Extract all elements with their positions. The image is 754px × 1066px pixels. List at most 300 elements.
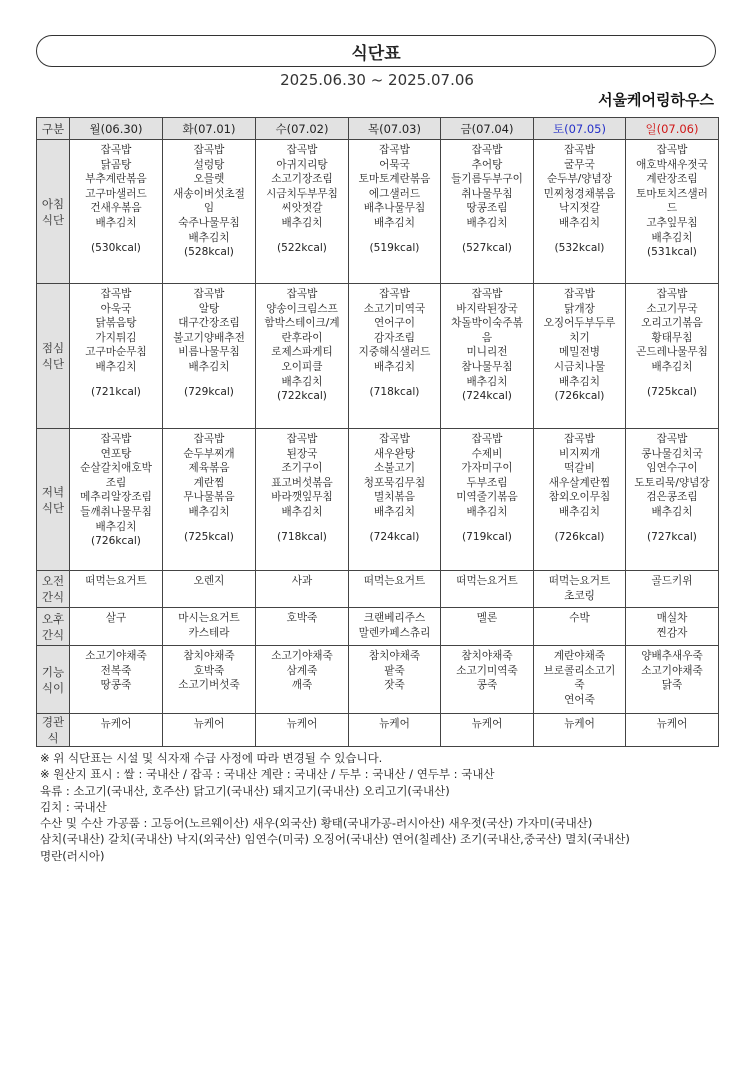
day-header: 화(07.01) bbox=[163, 118, 256, 140]
menu-item: 알탕 bbox=[198, 302, 220, 315]
menu-table-body bbox=[37, 140, 719, 747]
menu-cell bbox=[256, 284, 349, 429]
menu-cell bbox=[534, 140, 626, 284]
menu-item: 잡곡밥 bbox=[564, 288, 595, 300]
calorie-value: (725kcal) bbox=[647, 385, 697, 398]
row-label-line: 간식 bbox=[41, 590, 65, 604]
menu-item: 소불고기 bbox=[374, 462, 415, 475]
day-header: 수(07.02) bbox=[256, 118, 349, 140]
menu-item: 새우살계란찜 bbox=[548, 476, 611, 489]
calorie-value: (522kcal) bbox=[277, 241, 327, 254]
menu-table bbox=[36, 117, 719, 747]
note-line: ※ 원산지 표시 : 쌀 : 국내산 / 잡곡 : 국내산 계란 : 국내산 / 두부 : 국내산 / 연두부 : 국내산 bbox=[40, 767, 495, 782]
menu-item: 굴무국 bbox=[564, 158, 595, 171]
menu-item: 배추김치 bbox=[651, 505, 693, 518]
menu-item: 들기름두부구이 bbox=[451, 173, 523, 186]
menu-item: 크랜베리주스 bbox=[363, 612, 426, 624]
menu-cell bbox=[626, 714, 719, 747]
menu-item: 소고기무국 bbox=[646, 302, 698, 315]
menu-row bbox=[37, 429, 719, 571]
menu-item: 닭개장 bbox=[564, 302, 595, 315]
menu-item: 지중해식샐러드 bbox=[358, 346, 431, 359]
menu-item: 오징어두부두루 bbox=[543, 317, 616, 330]
row-label-line: 식단 bbox=[41, 212, 65, 227]
menu-cell bbox=[534, 284, 626, 429]
row-label bbox=[37, 646, 70, 714]
menu-item: 오리고기볶음 bbox=[641, 317, 703, 330]
calorie-value: (531kcal) bbox=[647, 246, 697, 259]
day-header: 일(07.06) bbox=[626, 118, 719, 140]
menu-item: 애호박새우젓국 bbox=[636, 158, 708, 171]
menu-cell bbox=[441, 646, 534, 714]
menu-row bbox=[37, 571, 719, 608]
menu-item: 배추김치 bbox=[466, 216, 508, 229]
menu-item: 참치야채죽 bbox=[461, 650, 513, 662]
header-row bbox=[37, 118, 719, 140]
row-label bbox=[37, 714, 70, 747]
note-line: 육류 : 소고기(국내산, 호주산) 닭고기(국내산) 돼지고기(국내산) 오리고기(국내산) bbox=[40, 783, 450, 798]
menu-cell bbox=[256, 140, 349, 284]
calorie-value: (718kcal) bbox=[369, 385, 420, 398]
menu-item: 찐감자 bbox=[656, 626, 688, 639]
menu-item: 미니리전 bbox=[466, 346, 508, 359]
menu-item: 잡곡밥 bbox=[564, 144, 595, 156]
menu-cell bbox=[256, 608, 349, 646]
note-line: 삼치(국내산) 갈치(국내산) 낙지(외국산) 임연수(미국) 오징어(국내산) 연어(칠레산) 조기(국내산,중국산) 멸치(국내산) bbox=[40, 832, 630, 847]
menu-cell bbox=[626, 608, 719, 646]
menu-item: 들깨취나물무침 bbox=[80, 505, 152, 518]
menu-item: 닭볶음탕 bbox=[95, 317, 137, 330]
menu-item: 낙지젓갈 bbox=[559, 202, 600, 215]
menu-item: 배추김치 bbox=[188, 231, 230, 244]
menu-item: 양송이크림스프 bbox=[266, 302, 338, 315]
menu-item: 잡곡밥 bbox=[471, 433, 503, 445]
menu-item: 잡곡밥 bbox=[100, 288, 132, 300]
menu-item: 씨앗젓갈 bbox=[281, 202, 323, 215]
menu-item: 잡곡밥 bbox=[286, 144, 318, 156]
menu-item: 조림 bbox=[105, 476, 127, 489]
menu-item: 감자조림 bbox=[374, 331, 415, 344]
menu-item: 뉴케어 bbox=[379, 718, 410, 730]
calorie-value: (726kcal) bbox=[554, 390, 605, 403]
title-box bbox=[36, 35, 716, 67]
menu-item: 떡갈비 bbox=[564, 462, 595, 475]
menu-item: 배추김치 bbox=[374, 360, 415, 373]
day-header: 토(07.05) bbox=[534, 118, 626, 140]
menu-cell bbox=[441, 714, 534, 747]
menu-row bbox=[37, 284, 719, 429]
menu-cell bbox=[256, 429, 349, 571]
note-line: 김치 : 국내산 bbox=[40, 799, 107, 814]
day-header: 금(07.04) bbox=[441, 118, 534, 140]
menu-item: 죽 bbox=[574, 679, 585, 692]
menu-item: 오이피클 bbox=[281, 360, 323, 373]
menu-item: 연어죽 bbox=[564, 693, 595, 706]
menu-cell bbox=[441, 284, 534, 429]
menu-cell bbox=[349, 140, 441, 284]
row-label-line: 식이 bbox=[41, 680, 65, 695]
menu-cell bbox=[70, 140, 163, 284]
menu-item: 배추김치 bbox=[374, 505, 415, 518]
menu-cell bbox=[349, 608, 441, 646]
menu-item: 떠먹는요거트 bbox=[85, 575, 147, 587]
menu-item: 잡곡밥 bbox=[100, 433, 132, 445]
menu-item: 곤드레나물무침 bbox=[636, 346, 708, 359]
menu-item: 멜론 bbox=[476, 612, 498, 624]
menu-item: 마시는요거트 bbox=[178, 612, 240, 624]
menu-item: 바라깻잎무침 bbox=[271, 491, 333, 504]
page-title: 식단표 bbox=[351, 43, 401, 64]
menu-item: 계란장조림 bbox=[646, 173, 698, 186]
calorie-value: (530kcal) bbox=[91, 241, 141, 254]
menu-item: 된장국 bbox=[286, 447, 318, 460]
menu-cell bbox=[163, 608, 256, 646]
calorie-value: (722kcal) bbox=[277, 390, 327, 403]
menu-item: 수제비 bbox=[471, 447, 503, 460]
menu-item: 함박스테이크/계 bbox=[264, 317, 340, 330]
menu-item: 순살갈치애호박 bbox=[80, 462, 152, 475]
menu-item: 호박죽 bbox=[286, 612, 318, 624]
menu-item: 순두부/양념장 bbox=[547, 173, 612, 186]
row-label-line: 식 bbox=[47, 731, 59, 745]
menu-item: 잡곡밥 bbox=[656, 433, 688, 445]
menu-cell bbox=[534, 429, 626, 571]
menu-cell bbox=[349, 429, 441, 571]
menu-row bbox=[37, 646, 719, 714]
menu-item: 란후라이 bbox=[281, 331, 323, 344]
menu-item: 배추김치 bbox=[95, 520, 137, 533]
row-label bbox=[37, 140, 70, 284]
menu-cell bbox=[626, 646, 719, 714]
menu-cell bbox=[349, 571, 441, 608]
menu-item: 소고기야채죽 bbox=[271, 650, 333, 662]
menu-item: 카스테라 bbox=[188, 626, 230, 639]
row-label bbox=[37, 284, 70, 429]
row-label bbox=[37, 571, 70, 608]
menu-item: 에그샐러드 bbox=[368, 187, 421, 200]
menu-item: 가지튀김 bbox=[95, 331, 137, 344]
menu-item: 뉴케어 bbox=[564, 718, 595, 730]
menu-item: 소고기미역국 bbox=[363, 302, 426, 315]
menu-item: 삼계죽 bbox=[286, 664, 318, 677]
menu-item: 추어탕 bbox=[471, 158, 503, 171]
row-label bbox=[37, 608, 70, 646]
menu-item: 임 bbox=[203, 202, 215, 215]
menu-item: 참치야채죽 bbox=[183, 650, 235, 662]
menu-cell bbox=[349, 284, 441, 429]
menu-item: 차돌박이숙주볶 bbox=[451, 317, 523, 330]
menu-item: 호박죽 bbox=[193, 664, 225, 677]
day-header: 목(07.03) bbox=[349, 118, 441, 140]
menu-item: 배추김치 bbox=[95, 360, 137, 373]
menu-cell bbox=[70, 714, 163, 747]
menu-cell bbox=[163, 140, 256, 284]
menu-item: 땅콩죽 bbox=[100, 679, 132, 692]
calorie-value: (527kcal) bbox=[462, 241, 512, 254]
menu-item: 청포묵김무침 bbox=[363, 476, 426, 489]
row-label-line: 식단 bbox=[41, 500, 65, 515]
menu-item: 계란찜 bbox=[193, 476, 225, 489]
menu-cell bbox=[349, 646, 441, 714]
menu-cell bbox=[534, 646, 626, 714]
menu-item: 비름나물무침 bbox=[178, 346, 240, 359]
menu-item: 닭곰탕 bbox=[100, 158, 132, 171]
menu-item: 배추김치 bbox=[95, 216, 137, 229]
menu-cell bbox=[534, 714, 626, 747]
menu-cell bbox=[163, 284, 256, 429]
menu-item: 메밀전병 bbox=[559, 346, 600, 359]
menu-item: 숙주나물무침 bbox=[178, 216, 240, 229]
menu-item: 사과 bbox=[291, 575, 313, 587]
menu-item: 새송이버섯초절 bbox=[173, 187, 245, 200]
menu-item: 배추김치 bbox=[188, 360, 230, 373]
calorie-value: (721kcal) bbox=[91, 385, 141, 398]
menu-item: 연어구이 bbox=[374, 317, 415, 330]
menu-item: 브로콜리소고기 bbox=[543, 664, 616, 677]
menu-item: 참치야채죽 bbox=[368, 650, 421, 662]
menu-item: 배추김치 bbox=[281, 375, 323, 388]
menu-item: 어묵국 bbox=[379, 158, 410, 171]
menu-item: 배추김치 bbox=[374, 216, 415, 229]
menu-item: 떠먹는요거트 bbox=[548, 575, 611, 587]
menu-item: 배추김치 bbox=[559, 375, 600, 388]
row-label-line: 저녁 bbox=[41, 484, 65, 499]
calorie-value: (729kcal) bbox=[184, 385, 234, 398]
menu-item: 전복죽 bbox=[100, 664, 132, 677]
menu-item: 잣죽 bbox=[384, 679, 405, 692]
menu-item: 배추김치 bbox=[281, 505, 323, 518]
menu-item: 드 bbox=[666, 202, 678, 215]
menu-cell bbox=[626, 571, 719, 608]
calorie-value: (726kcal) bbox=[554, 530, 605, 543]
menu-cell bbox=[256, 714, 349, 747]
menu-item: 깨죽 bbox=[291, 679, 313, 692]
menu-item: 설렁탕 bbox=[193, 158, 225, 171]
menu-item: 아귀지리탕 bbox=[276, 158, 328, 171]
menu-item: 가자미구이 bbox=[461, 462, 513, 475]
menu-item: 잡곡밥 bbox=[286, 288, 318, 300]
calorie-value: (718kcal) bbox=[277, 530, 327, 543]
menu-item: 배추김치 bbox=[651, 360, 693, 373]
menu-item: 음 bbox=[481, 331, 493, 344]
menu-item: 연포탕 bbox=[100, 447, 132, 460]
menu-cell bbox=[70, 571, 163, 608]
menu-cell bbox=[626, 284, 719, 429]
menu-cell bbox=[163, 714, 256, 747]
menu-item: 미역줄기볶음 bbox=[456, 491, 518, 504]
menu-item: 잡곡밥 bbox=[379, 288, 410, 300]
menu-item: 소고기버섯죽 bbox=[178, 679, 240, 692]
row-label bbox=[37, 429, 70, 571]
menu-item: 계란야채죽 bbox=[553, 650, 606, 662]
menu-item: 말렌카페스츄리 bbox=[358, 626, 431, 639]
menu-cell bbox=[441, 429, 534, 571]
menu-item: 메추리알장조림 bbox=[80, 491, 152, 504]
menu-cell bbox=[163, 429, 256, 571]
menu-item: 불고기양배추전 bbox=[173, 331, 245, 344]
menu-item: 콩나물김치국 bbox=[641, 447, 703, 460]
note-line: ※ 위 식단표는 시설 및 식자재 수급 사정에 따라 변경될 수 있습니다. bbox=[40, 751, 383, 765]
menu-item: 떠먹는요거트 bbox=[456, 575, 518, 587]
calorie-value: (519kcal) bbox=[369, 241, 420, 254]
menu-item: 수박 bbox=[569, 612, 590, 624]
menu-item: 토마토치즈샐러 bbox=[636, 187, 708, 200]
menu-item: 새우완탕 bbox=[374, 447, 415, 460]
menu-item: 콩죽 bbox=[476, 679, 498, 692]
menu-item: 잡곡밥 bbox=[193, 433, 225, 445]
menu-cell bbox=[256, 646, 349, 714]
menu-cell bbox=[534, 608, 626, 646]
menu-item: 배추나물무침 bbox=[363, 202, 426, 215]
menu-item: 순두부찌개 bbox=[183, 447, 235, 460]
menu-item: 시금치두부무침 bbox=[266, 187, 338, 200]
menu-item: 배추김치 bbox=[559, 216, 600, 229]
menu-item: 고추잎무침 bbox=[646, 216, 698, 229]
menu-item: 두부조림 bbox=[466, 476, 508, 489]
calorie-value: (726kcal) bbox=[91, 535, 141, 548]
row-label-line: 경관 bbox=[41, 715, 65, 729]
menu-item: 아욱국 bbox=[100, 302, 132, 315]
menu-item: 잡곡밥 bbox=[564, 433, 595, 445]
menu-item: 잡곡밥 bbox=[379, 433, 410, 445]
menu-item: 로제스파게티 bbox=[271, 346, 333, 359]
menu-row bbox=[37, 140, 719, 284]
menu-cell bbox=[163, 646, 256, 714]
menu-item: 잡곡밥 bbox=[379, 144, 410, 156]
menu-item: 잡곡밥 bbox=[656, 288, 688, 300]
menu-item: 부추계란볶음 bbox=[85, 173, 147, 186]
row-label-line: 간식 bbox=[41, 627, 65, 642]
menu-item: 잡곡밥 bbox=[193, 144, 225, 156]
menu-item: 땅콩조림 bbox=[466, 202, 508, 215]
menu-item: 비지찌개 bbox=[559, 447, 600, 460]
calorie-value: (727kcal) bbox=[647, 530, 697, 543]
menu-item: 바지락된장국 bbox=[456, 302, 518, 315]
menu-cell bbox=[163, 571, 256, 608]
menu-item: 소고기야채죽 bbox=[641, 664, 703, 677]
menu-item: 소고기야채죽 bbox=[85, 650, 147, 662]
calorie-value: (724kcal) bbox=[462, 390, 512, 403]
menu-cell bbox=[349, 714, 441, 747]
menu-cell bbox=[441, 140, 534, 284]
menu-item: 양배추새우죽 bbox=[641, 650, 703, 662]
menu-item: 잡곡밥 bbox=[471, 288, 503, 300]
note-line: 명란(러시아) bbox=[40, 848, 105, 863]
menu-item: 배추김치 bbox=[188, 505, 230, 518]
row-label-line: 오후 bbox=[41, 611, 65, 626]
menu-item: 뉴케어 bbox=[100, 718, 132, 730]
menu-cell bbox=[441, 571, 534, 608]
menu-item: 닭죽 bbox=[661, 679, 683, 692]
menu-table-head bbox=[37, 118, 719, 140]
menu-cell bbox=[70, 429, 163, 571]
menu-item: 뉴케어 bbox=[286, 718, 318, 730]
menu-item: 토마토계란볶음 bbox=[358, 173, 431, 186]
row-label-line: 오전 bbox=[41, 574, 65, 588]
menu-item: 검은콩조림 bbox=[646, 491, 698, 504]
menu-item: 민찌청경채볶음 bbox=[543, 187, 616, 200]
calorie-value: (532kcal) bbox=[554, 241, 605, 254]
org-name: 서울케어링하우스 bbox=[598, 91, 714, 109]
calorie-value: (724kcal) bbox=[369, 530, 420, 543]
calorie-value: (528kcal) bbox=[184, 246, 234, 259]
menu-item: 제육볶음 bbox=[188, 462, 230, 475]
menu-item: 골드키위 bbox=[651, 575, 693, 587]
menu-item: 소고기장조림 bbox=[271, 173, 333, 186]
menu-item: 잡곡밥 bbox=[286, 433, 318, 445]
menu-cell bbox=[534, 571, 626, 608]
menu-item: 오믈렛 bbox=[193, 173, 225, 186]
menu-item: 배추김치 bbox=[466, 375, 508, 388]
menu-cell bbox=[70, 608, 163, 646]
menu-item: 배추김치 bbox=[651, 231, 693, 244]
row-label-line: 점심 bbox=[41, 341, 65, 355]
menu-item: 잡곡밥 bbox=[193, 288, 225, 300]
menu-cell bbox=[626, 429, 719, 571]
menu-item: 무나물볶음 bbox=[183, 491, 235, 504]
menu-item: 황태무침 bbox=[651, 331, 693, 344]
menu-item: 배추김치 bbox=[466, 505, 508, 518]
menu-item: 표고버섯볶음 bbox=[271, 476, 333, 489]
menu-item: 대구간장조림 bbox=[178, 317, 240, 330]
corner-label: 구분 bbox=[37, 118, 70, 140]
menu-item: 잡곡밥 bbox=[656, 144, 688, 156]
row-label-line: 아침 bbox=[41, 196, 65, 211]
menu-item: 뉴케어 bbox=[471, 718, 503, 730]
menu-item: 잡곡밥 bbox=[100, 144, 132, 156]
menu-item: 멸치볶음 bbox=[374, 491, 415, 504]
note-line: 수산 및 수산 가공품 : 고등어(노르웨이산) 새우(외국산) 황태(국내가공-러시아산) 새우젓(국산) 가자미(국내산) bbox=[40, 816, 593, 831]
menu-item: 팥죽 bbox=[384, 664, 405, 677]
menu-item: 배추김치 bbox=[281, 216, 323, 229]
menu-row bbox=[37, 714, 719, 747]
menu-row bbox=[37, 608, 719, 646]
menu-item: 뉴케어 bbox=[656, 718, 688, 730]
menu-item: 소고기미역죽 bbox=[456, 664, 518, 677]
menu-cell bbox=[70, 646, 163, 714]
date-range: 2025.06.30 ~ 2025.07.06 bbox=[280, 71, 474, 89]
menu-item: 참외오이무침 bbox=[548, 491, 611, 504]
menu-item: 치기 bbox=[569, 331, 590, 344]
menu-item: 잡곡밥 bbox=[471, 144, 503, 156]
menu-item: 초코링 bbox=[564, 589, 595, 602]
menu-item: 조기구이 bbox=[281, 462, 323, 475]
menu-item: 건새우볶음 bbox=[90, 202, 142, 215]
row-label-line: 식단 bbox=[41, 357, 65, 371]
menu-item: 떠먹는요거트 bbox=[363, 575, 426, 587]
menu-item: 뉴케어 bbox=[193, 718, 225, 730]
row-label-line: 기능 bbox=[41, 664, 65, 679]
menu-cell bbox=[626, 140, 719, 284]
menu-item: 도토리묵/양념장 bbox=[634, 476, 710, 489]
menu-item: 매실차 bbox=[656, 612, 688, 624]
menu-cell bbox=[256, 571, 349, 608]
calorie-value: (725kcal) bbox=[184, 530, 234, 543]
notes-section bbox=[40, 750, 730, 864]
calorie-value: (719kcal) bbox=[462, 530, 512, 543]
menu-item: 임연수구이 bbox=[646, 462, 698, 475]
menu-item: 배추김치 bbox=[559, 505, 600, 518]
menu-item: 취나물무침 bbox=[461, 187, 513, 200]
menu-item: 참나물무침 bbox=[461, 360, 513, 373]
menu-item: 고구마순무침 bbox=[85, 346, 147, 359]
menu-item: 오렌지 bbox=[193, 575, 225, 587]
menu-item: 살구 bbox=[105, 612, 127, 624]
menu-cell bbox=[441, 608, 534, 646]
menu-item: 고구마샐러드 bbox=[85, 187, 147, 200]
menu-cell bbox=[70, 284, 163, 429]
day-header: 월(06.30) bbox=[70, 118, 163, 140]
